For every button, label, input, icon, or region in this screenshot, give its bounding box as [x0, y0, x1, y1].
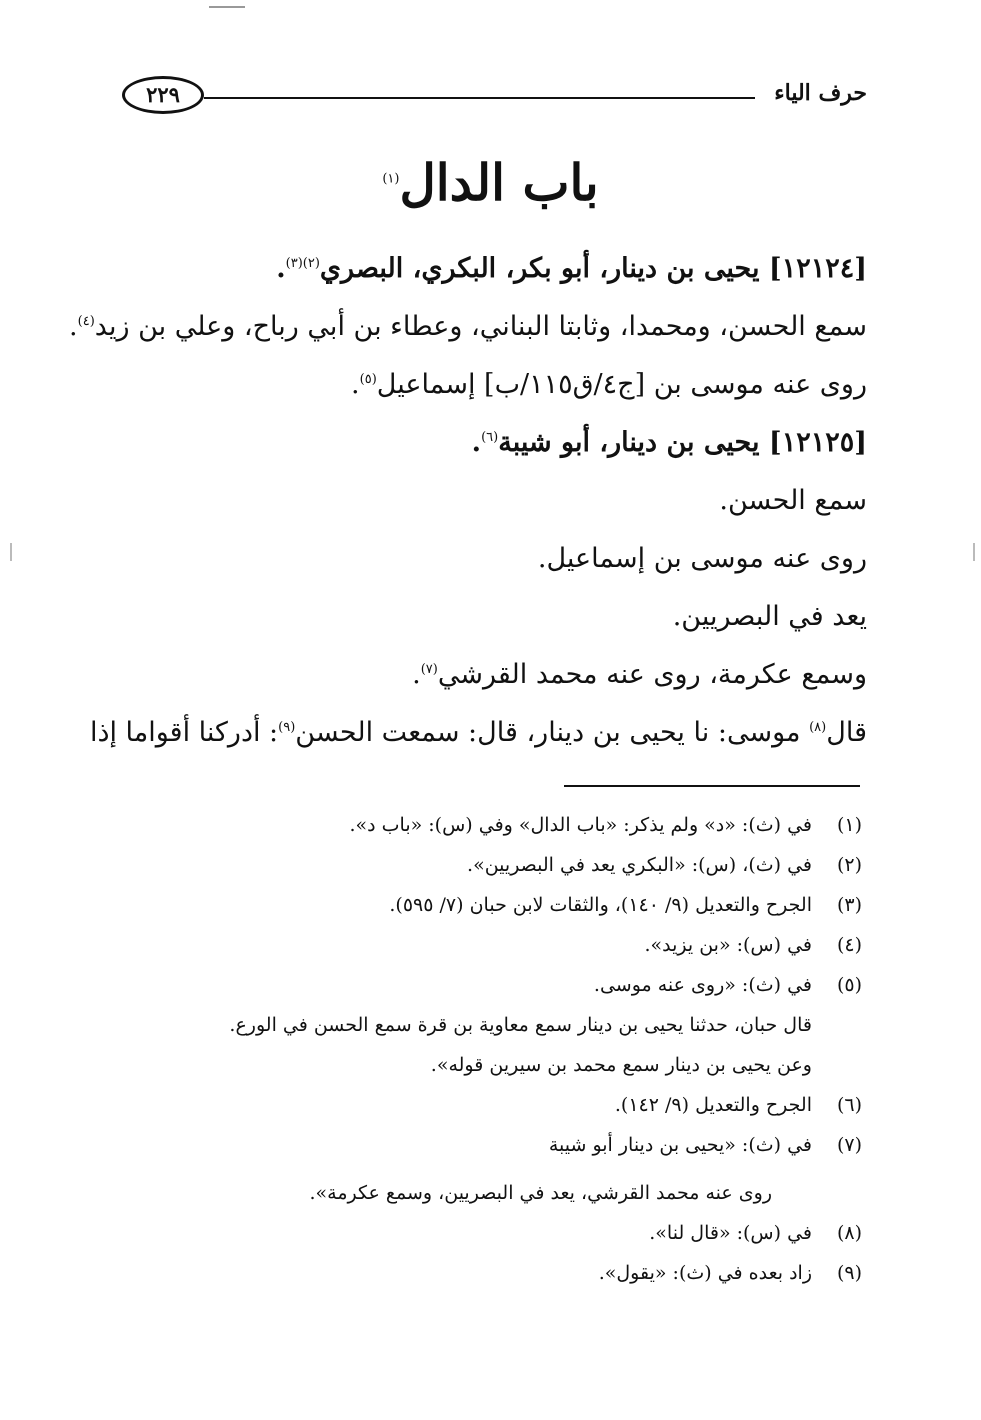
- footnote-continuation: روى عنه محمد القرشي، يعد في البصريين، وسمع عكرمة».: [309, 1182, 772, 1204]
- main-text: [69, 240, 867, 762]
- footnote: [130, 1085, 862, 1125]
- footnote-text: الجرح والتعديل (٩/ ١٤٠)، والثقات لابن حبان (٧/ ٥٩٥).: [389, 894, 812, 916]
- entry-heading: [١٢١٢٥] يحيى بن دينار، أبو شيبة$^{(٦)}$.: [471, 427, 867, 458]
- text-line: روى عنه موسى بن إسماعيل.: [537, 543, 867, 574]
- footnote-ref: (٨): [809, 720, 827, 735]
- footnote-text: في (ث)، (س): «البكري يعد في البصريين».: [467, 854, 812, 876]
- footnote-text: في (ث): «د» ولم يذكر: «باب الدال» وفي (س): «باب د».: [349, 814, 812, 836]
- footnote: [130, 1125, 862, 1165]
- footnote: [130, 845, 862, 885]
- footnote-text: في (ث): «يحيى بن دينار أبو شيبة: [548, 1134, 812, 1156]
- footnote-text: الجرح والتعديل (٩/ ١٤٢).: [614, 1094, 812, 1116]
- footnote-continuation: وعن يحيى بن دينار سمع محمد بن سيرين قوله».: [430, 1054, 812, 1076]
- footnote: [130, 885, 862, 925]
- footnote: [130, 925, 862, 965]
- footnote-number: (٣): [836, 894, 862, 916]
- text-line: وسمع عكرمة، روى عنه محمد القرشي$^{(٧)}$.: [412, 659, 867, 690]
- text-line: سمع الحسن.: [719, 485, 867, 516]
- footnote-ref: (٤): [77, 314, 95, 329]
- page-number: ٢٢٩: [122, 76, 204, 114]
- scan-mark: [209, 6, 245, 8]
- footnote-number: (٧): [836, 1134, 862, 1156]
- footnote-ref: (٢)(٣): [285, 256, 320, 271]
- scan-mark-right: [973, 543, 975, 561]
- footnote-number: (٢): [836, 854, 862, 876]
- footnote-number: (٤): [836, 934, 862, 956]
- entry-number: [١٢١٢٤]: [768, 253, 867, 284]
- chapter-title: [0, 150, 981, 216]
- header-rule: [204, 97, 755, 99]
- footnote-continuation: قال حبان، حدثنا يحيى بن دينار سمع معاوية بن قرة سمع الحسن في الورع.: [229, 1014, 812, 1036]
- running-title: حرف الياء: [774, 80, 867, 106]
- footnote-text: في (س): «قال لنا».: [649, 1222, 812, 1244]
- footnote-divider: [564, 785, 860, 787]
- footnote-ref: (١): [382, 171, 400, 187]
- footnote-number: (٨): [836, 1222, 862, 1244]
- footnote-text: في (س): «بن يزيد».: [644, 934, 812, 956]
- footnote-text: في (ث): «روى عنه موسى.: [593, 974, 812, 996]
- footnote-ref: (٩): [278, 720, 296, 735]
- footnote: [130, 1213, 862, 1253]
- footnote: [130, 805, 862, 845]
- footnote: [130, 1253, 862, 1293]
- footnote-ref: (٧): [420, 662, 438, 677]
- footnote: [130, 965, 862, 1005]
- footnote-text: زاد بعده في (ث): «يقول».: [598, 1262, 812, 1284]
- scan-mark-left: [10, 543, 12, 561]
- text-line: قال$^{(٨)}$ موسى: نا يحيى بن دينار، قال: سمعت الحسن$^{(٩)}$: أدركنا أقواما إذا: [89, 717, 867, 748]
- footnotes: [130, 805, 862, 1293]
- footnote-ref: (٥): [359, 372, 377, 387]
- entry-heading: [١٢١٢٤] يحيى بن دينار، أبو بكر، البكري، البصري$^{(٢)(٣)}$.: [276, 253, 867, 284]
- entry-name: يحيى بن دينار، أبو بكر، البكري، البصري: [319, 253, 760, 284]
- footnote-number: (٩): [836, 1262, 862, 1284]
- footnote-number: (١): [836, 814, 862, 836]
- text-line: سمع الحسن، ومحمدا، وثابتا البناني، وعطاء بن أبي رباح، وعلي بن زيد$^{(٤)}$.: [69, 311, 867, 342]
- page-header: [122, 76, 867, 120]
- text-line: روى عنه موسى بن [ج٤/ق١١٥/ب] إسماعيل$^{(٥)}$.: [351, 369, 867, 400]
- text-line: يعد في البصريين.: [672, 601, 867, 632]
- entry-name: يحيى بن دينار، أبو شيبة: [498, 427, 760, 458]
- entry-number: [١٢١٢٥]: [768, 427, 867, 458]
- chapter-title-text: باب الدال: [399, 153, 599, 212]
- footnote-number: (٦): [836, 1094, 862, 1116]
- footnote-number: (٥): [836, 974, 862, 996]
- footnote-ref: (٦): [481, 430, 499, 445]
